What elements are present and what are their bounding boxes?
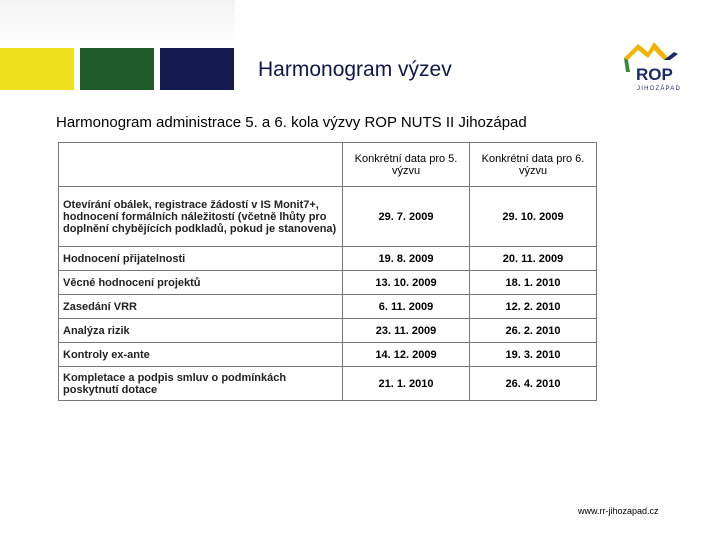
table-header-row [59, 143, 597, 187]
row-date-v5: 14. 12. 2009 [343, 343, 470, 367]
rop-logo-icon [618, 38, 698, 98]
row-label: Věcné hodnocení projektů [59, 271, 343, 295]
row-label: Hodnocení přijatelnosti [59, 247, 343, 271]
row-date-v6: 26. 2. 2010 [470, 319, 597, 343]
corner-fade [0, 0, 235, 48]
footer-url[interactable]: www.rr-jihozapad.cz [578, 506, 659, 516]
row-date-v6: 20. 11. 2009 [470, 247, 597, 271]
row-label: Otevírání obálek, registrace žádostí v IS Monit7+, hodnocení formálních náležitostí (včetně lhůty pro doplnění chybějících podkladů, pokud je stanovena) [59, 187, 343, 247]
row-label: Kompletace a podpis smluv o podmínkách poskytnutí dotace [59, 367, 343, 401]
table-row [59, 319, 597, 343]
schedule-table [58, 142, 597, 401]
header-bar-green [80, 48, 154, 90]
row-date-v6: 12. 2. 2010 [470, 295, 597, 319]
row-label: Kontroly ex-ante [59, 343, 343, 367]
row-date-v5: 21. 1. 2010 [343, 367, 470, 401]
row-date-v6: 19. 3. 2010 [470, 343, 597, 367]
row-date-v6: 26. 4. 2010 [470, 367, 597, 401]
table-row [59, 271, 597, 295]
table-header-v5: Konkrétní data pro 5. výzvu [343, 143, 470, 187]
logo-text: ROP [636, 65, 673, 84]
row-date-v5: 19. 8. 2009 [343, 247, 470, 271]
row-date-v6: 18. 1. 2010 [470, 271, 597, 295]
table-row [59, 343, 597, 367]
row-label: Zasedání VRR [59, 295, 343, 319]
row-date-v6: 29. 10. 2009 [470, 187, 597, 247]
row-date-v5: 29. 7. 2009 [343, 187, 470, 247]
table-header-v6: Konkrétní data pro 6. výzvu [470, 143, 597, 187]
header-bar-navy [160, 48, 234, 90]
row-label: Analýza rizik [59, 319, 343, 343]
table-row [59, 187, 597, 247]
header-bar-yellow [0, 48, 74, 90]
row-date-v5: 13. 10. 2009 [343, 271, 470, 295]
page-title: Harmonogram výzev [258, 58, 452, 81]
row-date-v5: 23. 11. 2009 [343, 319, 470, 343]
logo-subtext: JIHOZÁPAD [637, 86, 682, 92]
row-date-v5: 6. 11. 2009 [343, 295, 470, 319]
table-row [59, 295, 597, 319]
table-row [59, 367, 597, 401]
table-row [59, 247, 597, 271]
table-header-empty [59, 143, 343, 187]
page-subtitle: Harmonogram administrace 5. a 6. kola výzvy ROP NUTS II Jihozápad [56, 114, 527, 131]
